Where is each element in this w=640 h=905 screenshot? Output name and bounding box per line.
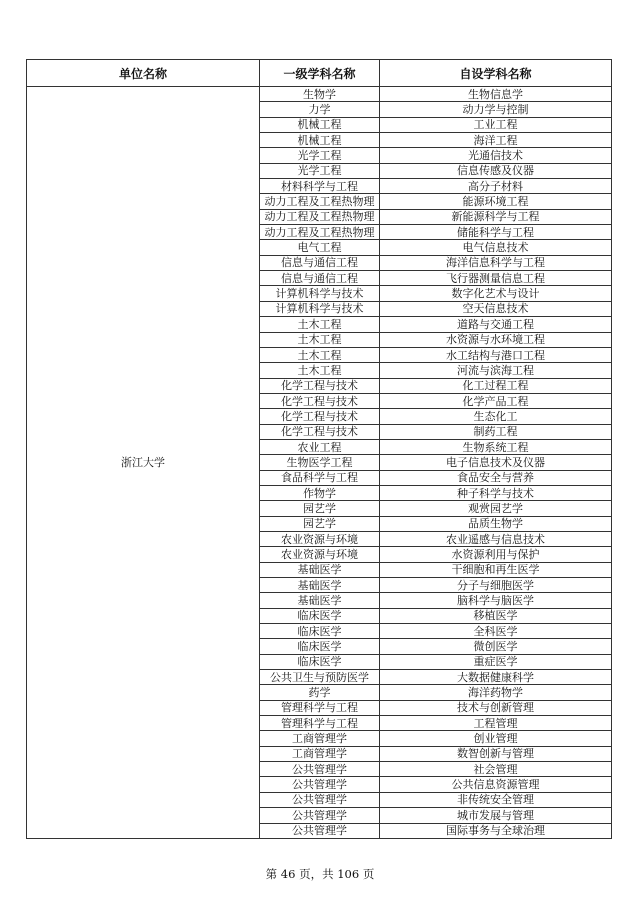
first-level-discipline-cell: 农业资源与环境 xyxy=(260,547,380,562)
header-first-level-discipline: 一级学科名称 xyxy=(260,60,380,87)
first-level-discipline-cell: 临床医学 xyxy=(260,639,380,654)
page-footer: 第 46 页，共 106 页 xyxy=(265,867,375,881)
self-set-discipline-cell: 水工结构与港口工程 xyxy=(380,347,612,362)
self-set-discipline-cell: 飞行器测量信息工程 xyxy=(380,271,612,286)
table-body xyxy=(27,87,612,839)
first-level-discipline-cell: 临床医学 xyxy=(260,624,380,639)
self-set-discipline-cell: 动力学与控制 xyxy=(380,102,612,117)
table-header-row xyxy=(27,60,612,87)
first-level-discipline-cell: 土木工程 xyxy=(260,317,380,332)
self-set-discipline-cell: 信息传感及仪器 xyxy=(380,163,612,178)
discipline-table-container xyxy=(26,59,611,839)
self-set-discipline-cell: 工业工程 xyxy=(380,117,612,132)
first-level-discipline-cell: 动力工程及工程热物理 xyxy=(260,225,380,240)
self-set-discipline-cell: 观赏园艺学 xyxy=(380,501,612,516)
self-set-discipline-cell: 食品安全与营养 xyxy=(380,470,612,485)
self-set-discipline-cell: 电气信息技术 xyxy=(380,240,612,255)
self-set-discipline-cell: 品质生物学 xyxy=(380,516,612,531)
first-level-discipline-cell: 药学 xyxy=(260,685,380,700)
self-set-discipline-cell: 新能源科学与工程 xyxy=(380,209,612,224)
first-level-discipline-cell: 化学工程与技术 xyxy=(260,409,380,424)
self-set-discipline-cell: 水资源与水环境工程 xyxy=(380,332,612,347)
first-level-discipline-cell: 动力工程及工程热物理 xyxy=(260,209,380,224)
first-level-discipline-cell: 园艺学 xyxy=(260,501,380,516)
first-level-discipline-cell: 化学工程与技术 xyxy=(260,378,380,393)
first-level-discipline-cell: 作物学 xyxy=(260,485,380,500)
self-set-discipline-cell: 制药工程 xyxy=(380,424,612,439)
first-level-discipline-cell: 材料科学与工程 xyxy=(260,179,380,194)
first-level-discipline-cell: 农业资源与环境 xyxy=(260,531,380,546)
first-level-discipline-cell: 基础医学 xyxy=(260,578,380,593)
unit-name-cell: 浙江大学 xyxy=(27,87,260,839)
first-level-discipline-cell: 机械工程 xyxy=(260,133,380,148)
self-set-discipline-cell: 社会管理 xyxy=(380,762,612,777)
first-level-discipline-cell: 动力工程及工程热物理 xyxy=(260,194,380,209)
self-set-discipline-cell: 生物信息学 xyxy=(380,87,612,102)
first-level-discipline-cell: 计算机科学与技术 xyxy=(260,286,380,301)
first-level-discipline-cell: 公共卫生与预防医学 xyxy=(260,670,380,685)
first-level-discipline-cell: 基础医学 xyxy=(260,593,380,608)
self-set-discipline-cell: 生态化工 xyxy=(380,409,612,424)
first-level-discipline-cell: 信息与通信工程 xyxy=(260,271,380,286)
self-set-discipline-cell: 干细胞和再生医学 xyxy=(380,562,612,577)
first-level-discipline-cell: 光学工程 xyxy=(260,148,380,163)
self-set-discipline-cell: 道路与交通工程 xyxy=(380,317,612,332)
first-level-discipline-cell: 食品科学与工程 xyxy=(260,470,380,485)
first-level-discipline-cell: 生物学 xyxy=(260,87,380,102)
self-set-discipline-cell: 化学产品工程 xyxy=(380,393,612,408)
header-self-set-discipline: 自设学科名称 xyxy=(380,60,612,87)
self-set-discipline-cell: 水资源利用与保护 xyxy=(380,547,612,562)
self-set-discipline-cell: 大数据健康科学 xyxy=(380,670,612,685)
self-set-discipline-cell: 数智创新与管理 xyxy=(380,746,612,761)
self-set-discipline-cell: 海洋药物学 xyxy=(380,685,612,700)
first-level-discipline-cell: 光学工程 xyxy=(260,163,380,178)
first-level-discipline-cell: 园艺学 xyxy=(260,516,380,531)
self-set-discipline-cell: 数字化艺术与设计 xyxy=(380,286,612,301)
first-level-discipline-cell: 信息与通信工程 xyxy=(260,255,380,270)
first-level-discipline-cell: 临床医学 xyxy=(260,654,380,669)
self-set-discipline-cell: 技术与创新管理 xyxy=(380,700,612,715)
self-set-discipline-cell: 空天信息技术 xyxy=(380,301,612,316)
first-level-discipline-cell: 机械工程 xyxy=(260,117,380,132)
self-set-discipline-cell: 脑科学与脑医学 xyxy=(380,593,612,608)
first-level-discipline-cell: 农业工程 xyxy=(260,439,380,454)
self-set-discipline-cell: 工程管理 xyxy=(380,716,612,731)
first-level-discipline-cell: 工商管理学 xyxy=(260,731,380,746)
header-unit-name: 单位名称 xyxy=(27,60,260,87)
self-set-discipline-cell: 国际事务与全球治理 xyxy=(380,823,612,838)
first-level-discipline-cell: 力学 xyxy=(260,102,380,117)
self-set-discipline-cell: 微创医学 xyxy=(380,639,612,654)
self-set-discipline-cell: 农业遥感与信息技术 xyxy=(380,531,612,546)
first-level-discipline-cell: 公共管理学 xyxy=(260,777,380,792)
self-set-discipline-cell: 城市发展与管理 xyxy=(380,808,612,823)
self-set-discipline-cell: 重症医学 xyxy=(380,654,612,669)
self-set-discipline-cell: 海洋信息科学与工程 xyxy=(380,255,612,270)
first-level-discipline-cell: 管理科学与工程 xyxy=(260,700,380,715)
self-set-discipline-cell: 移植医学 xyxy=(380,608,612,623)
first-level-discipline-cell: 工商管理学 xyxy=(260,746,380,761)
self-set-discipline-cell: 生物系统工程 xyxy=(380,439,612,454)
self-set-discipline-cell: 公共信息资源管理 xyxy=(380,777,612,792)
self-set-discipline-cell: 电子信息技术及仪器 xyxy=(380,455,612,470)
discipline-table xyxy=(26,59,612,839)
first-level-discipline-cell: 计算机科学与技术 xyxy=(260,301,380,316)
self-set-discipline-cell: 海洋工程 xyxy=(380,133,612,148)
first-level-discipline-cell: 临床医学 xyxy=(260,608,380,623)
self-set-discipline-cell: 分子与细胞医学 xyxy=(380,578,612,593)
first-level-discipline-cell: 土木工程 xyxy=(260,347,380,362)
first-level-discipline-cell: 基础医学 xyxy=(260,562,380,577)
table-row xyxy=(27,87,612,102)
first-level-discipline-cell: 生物医学工程 xyxy=(260,455,380,470)
self-set-discipline-cell: 种子科学与技术 xyxy=(380,485,612,500)
first-level-discipline-cell: 公共管理学 xyxy=(260,823,380,838)
self-set-discipline-cell: 高分子材料 xyxy=(380,179,612,194)
first-level-discipline-cell: 公共管理学 xyxy=(260,792,380,807)
self-set-discipline-cell: 光通信技术 xyxy=(380,148,612,163)
first-level-discipline-cell: 化学工程与技术 xyxy=(260,424,380,439)
first-level-discipline-cell: 公共管理学 xyxy=(260,808,380,823)
self-set-discipline-cell: 能源环境工程 xyxy=(380,194,612,209)
first-level-discipline-cell: 土木工程 xyxy=(260,363,380,378)
self-set-discipline-cell: 储能科学与工程 xyxy=(380,225,612,240)
first-level-discipline-cell: 电气工程 xyxy=(260,240,380,255)
first-level-discipline-cell: 化学工程与技术 xyxy=(260,393,380,408)
first-level-discipline-cell: 土木工程 xyxy=(260,332,380,347)
first-level-discipline-cell: 公共管理学 xyxy=(260,762,380,777)
self-set-discipline-cell: 河流与滨海工程 xyxy=(380,363,612,378)
self-set-discipline-cell: 非传统安全管理 xyxy=(380,792,612,807)
self-set-discipline-cell: 全科医学 xyxy=(380,624,612,639)
first-level-discipline-cell: 管理科学与工程 xyxy=(260,716,380,731)
self-set-discipline-cell: 创业管理 xyxy=(380,731,612,746)
self-set-discipline-cell: 化工过程工程 xyxy=(380,378,612,393)
